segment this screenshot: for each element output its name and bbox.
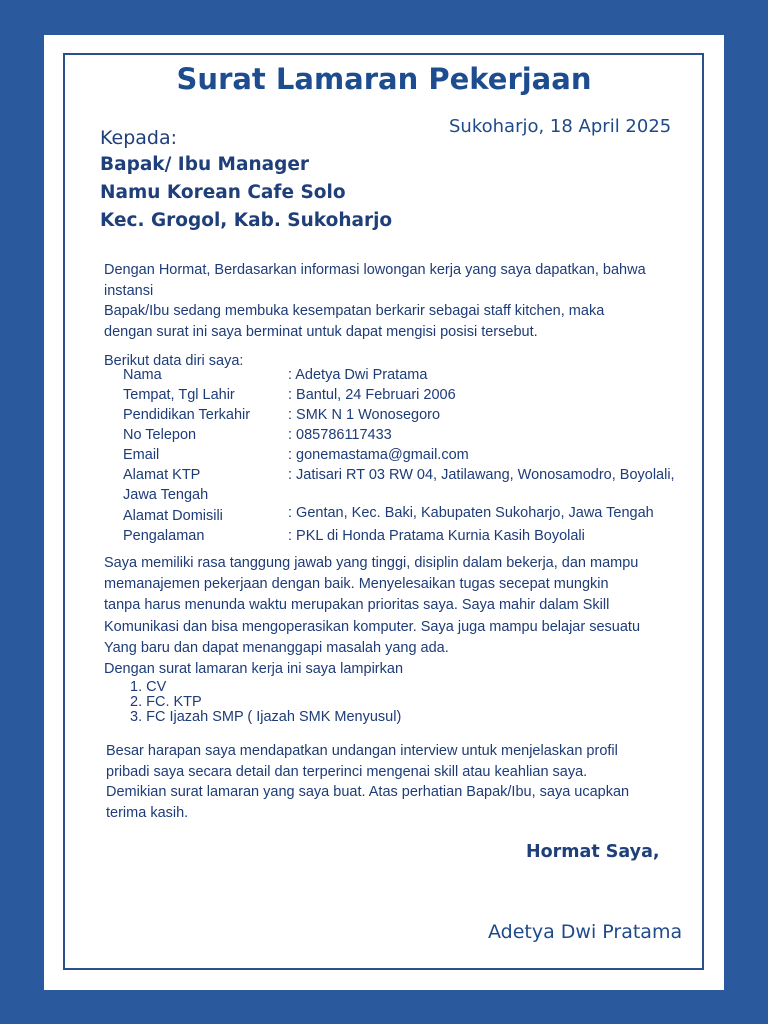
data-value: : gonemastama@gmail.com (288, 447, 469, 463)
data-value: : Bantul, 24 Februari 2006 (288, 387, 456, 403)
data-label: Jawa Tengah (123, 487, 209, 503)
data-label: Email (123, 447, 160, 463)
data-value: : Jatisari RT 03 RW 04, Jatilawang, Wonosamodro, Boyolali, (288, 467, 675, 483)
data-value: : SMK N 1 Wonosegoro (288, 407, 441, 423)
paragraph-line: pribadi saya secara detail dan terperinci mengenai skill atau keahlian saya. (106, 763, 588, 780)
recipient-line: Kec. Grogol, Kab. Sukoharjo (100, 210, 393, 231)
data-label: Alamat Domisili (123, 508, 223, 524)
letter-title: Surat Lamaran Pekerjaan (176, 62, 592, 96)
paragraph-line: memanajemen pekerjaan dengan baik. Menyelesaikan tugas secepat mungkin (104, 576, 609, 593)
paragraph-line: Dengan surat lamaran kerja ini saya lampirkan (104, 660, 404, 677)
paragraph-line: Komunikasi dan bisa mengoperasikan komputer. Saya juga mampu belajar sesuatu (104, 618, 641, 635)
salutation: Hormat Saya, (526, 842, 660, 862)
data-value: : Adetya Dwi Pratama (288, 367, 428, 383)
paragraph-line: Besar harapan saya mendapatkan undangan interview untuk menjelaskan profil (106, 743, 618, 759)
paragraph-line: terima kasih. (106, 804, 189, 821)
data-value: : PKL di Honda Pratama Kurnia Kasih Boyolali (288, 528, 585, 544)
data-value: : 085786117433 (288, 427, 392, 443)
recipient-intro: Kepada: (100, 127, 178, 149)
data-label: Pengalaman (123, 528, 205, 544)
data-label: No Telepon (123, 427, 197, 443)
paragraph-line: Yang baru dan dapat menanggapi masalah yang ada. (104, 639, 449, 656)
paragraph-line: tanpa harus menunda waktu merupakan prioritas saya. Saya mahir dalam Skill (104, 597, 610, 614)
paragraph-line: Saya memiliki rasa tanggung jawab yang tinggi, disiplin dalam bekerja, dan mampu (104, 555, 639, 571)
recipient-line: Namu Korean Cafe Solo (100, 182, 346, 203)
signature-name: Adetya Dwi Pratama (488, 921, 683, 943)
skills-paragraph (104, 553, 640, 680)
data-value: : Gentan, Kec. Baki, Kabupaten Sukoharjo, Jawa Tengah (288, 505, 654, 521)
data-label: Alamat KTP (123, 467, 201, 483)
data-label: Nama (123, 367, 162, 383)
paragraph-line: Demikian surat lamaran yang saya buat. Atas perhatian Bapak/Ibu, saya ucapkan (106, 784, 630, 800)
paragraph-line: Dengan Hormat, Berdasarkan informasi lowongan kerja yang saya dapatkan, bahwa (104, 262, 646, 278)
paragraph-line: instansi (104, 282, 154, 299)
list-item: 2. FC. KTP (130, 694, 202, 710)
personal-data-intro: Berikut data diri saya: (104, 353, 244, 369)
data-label: Tempat, Tgl Lahir (123, 387, 235, 403)
closing-paragraph (106, 741, 629, 823)
list-item: 1. CV (130, 679, 167, 695)
recipient-line: Bapak/ Ibu Manager (100, 154, 310, 175)
list-item: 3. FC Ijazah SMP ( Ijazah SMK Menyusul) (130, 709, 402, 725)
opening-paragraph (104, 260, 646, 342)
attachment-list (130, 680, 401, 725)
letter-date: Sukoharjo, 18 April 2025 (449, 116, 672, 137)
paragraph-line: Bapak/Ibu sedang membuka kesempatan berkarir sebagai staff kitchen, maka (104, 303, 605, 319)
data-label: Pendidikan Terkahir (123, 407, 251, 423)
paragraph-line: dengan surat ini saya berminat untuk dapat mengisi posisi tersebut. (104, 323, 538, 340)
